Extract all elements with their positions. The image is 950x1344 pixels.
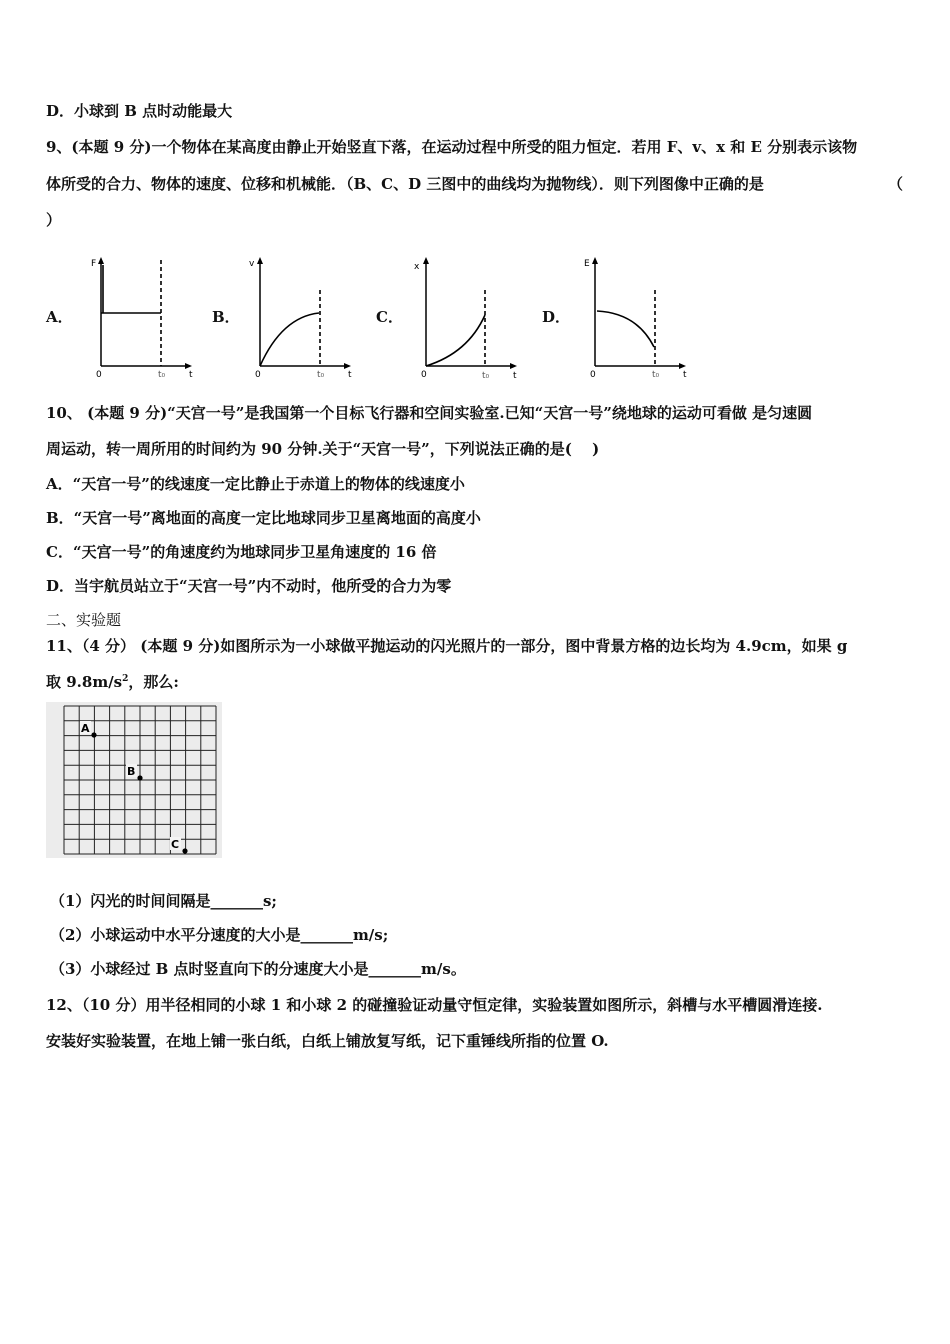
origin-label: 0: [255, 370, 261, 380]
q10-text-line2: 周运动，转一周所用的时间约为 90 分钟.关于“天宫一号”，下列说法正确的是( ): [46, 440, 600, 458]
y-axis-arrow: [592, 257, 598, 264]
q10-option-d: D．当宇航员站立于“天宫一号”内不动时，他所受的合力为零: [46, 577, 452, 595]
q11-subquestion-2: （2）小球运动中水平分速度的大小是_______m/s;: [50, 926, 389, 944]
q9-text-line1: 9、(本题 9 分)一个物体在某高度由静止开始竖直下落，在运动过程中所受的阻力恒定．若用 F、v、x 和 E 分别表示该物: [46, 138, 858, 156]
origin-label: 0: [96, 370, 102, 380]
q9-graph-b: [247, 255, 367, 380]
velocity-curve: [260, 313, 319, 366]
q9-option-d-label: D．: [542, 308, 571, 326]
q9-text-line2: 体所受的合力、物体的速度、位移和机械能．（B、C、D 三图中的曲线均为抛物线）．则下列图像中正确的是: [46, 175, 764, 193]
y-axis-label: E: [584, 259, 590, 269]
q9-option-c-label: C．: [376, 308, 403, 326]
x-axis-arrow: [510, 363, 517, 369]
q12-text-line2: 安装好实验装置，在地上铺一张白纸，白纸上铺放复写纸，记下重锤线所指的位置 O.: [46, 1032, 609, 1050]
t0-label: t₀: [317, 370, 325, 380]
x-axis-arrow: [185, 363, 192, 369]
y-axis-arrow: [423, 257, 429, 264]
q10-text-line1: 10、 (本题 9 分)“天宫一号”是我国第一个目标飞行器和空间实验室.已知“天宫一号”绕地球的运动可看做 是匀速圆: [46, 404, 813, 422]
section-title-experiment: 二、实验题: [46, 611, 122, 629]
q10-option-c: C．“天宫一号”的角速度约为地球同步卫星角速度的 16 倍: [46, 543, 437, 561]
q9-option-b-label: B．: [212, 308, 240, 326]
point-a-dot: [91, 732, 96, 737]
point-a-label: A: [81, 722, 90, 735]
point-c-label: C: [171, 838, 180, 851]
displacement-curve: [426, 315, 485, 366]
q9-answer-paren-open: （: [888, 175, 904, 193]
q8-option-d: D．小球到 B 点时动能最大: [46, 102, 233, 120]
q10-option-b: B．“天宫一号”离地面的高度一定比地球同步卫星离地面的高度小: [46, 509, 481, 527]
t0-label: t₀: [158, 370, 166, 380]
energy-curve: [597, 311, 654, 347]
q9-answer-paren-close: ）: [46, 211, 62, 229]
y-axis-arrow: [98, 257, 104, 264]
x-axis-arrow: [344, 363, 351, 369]
point-b-dot: [137, 775, 142, 780]
q11-text-line2: 取 $9.8m/s^2$，那么:: [46, 673, 179, 691]
q11-subquestion-1: （1）闪光的时间间隔是_______s;: [50, 892, 277, 910]
q10-option-a: A．“天宫一号”的线速度一定比静止于赤道上的物体的线速度小: [46, 475, 465, 493]
q9-graph-d: [582, 255, 702, 380]
y-axis-label: F: [91, 259, 97, 269]
point-c-dot: [182, 848, 187, 853]
point-b-label: B: [127, 765, 136, 778]
t-label: t: [348, 370, 352, 380]
origin-label: 0: [590, 370, 596, 380]
origin-label: 0: [421, 370, 427, 380]
t-label: t: [513, 371, 517, 381]
q12-text-line1: 12、（10 分）用半径相同的小球 1 和小球 2 的碰撞验证动量守恒定律，实验装置如图所示，斜槽与水平槽圆滑连接.: [46, 996, 823, 1014]
y-axis-label: x: [414, 262, 420, 272]
q11-flash-photo-grid: [46, 702, 222, 858]
t-label: t: [683, 370, 687, 380]
t0-label: t₀: [482, 371, 490, 381]
q9-option-a-label: A．: [46, 308, 73, 326]
x-axis-arrow: [679, 363, 686, 369]
q11-subquestion-3: （3）小球经过 B 点时竖直向下的分速度大小是_______m/s。: [50, 960, 466, 978]
y-axis-label: v: [249, 259, 255, 269]
q9-graph-c: [413, 255, 533, 380]
t-label: t: [189, 370, 193, 380]
t0-label: t₀: [652, 370, 660, 380]
y-axis-arrow: [257, 257, 263, 264]
q9-graph-a: [88, 255, 208, 380]
q11-text-line1: 11、（4 分） (本题 9 分)如图所示为一小球做平抛运动的闪光照片的一部分，图中背景方格的边长均为 4.9cm，如果 g: [46, 637, 848, 655]
